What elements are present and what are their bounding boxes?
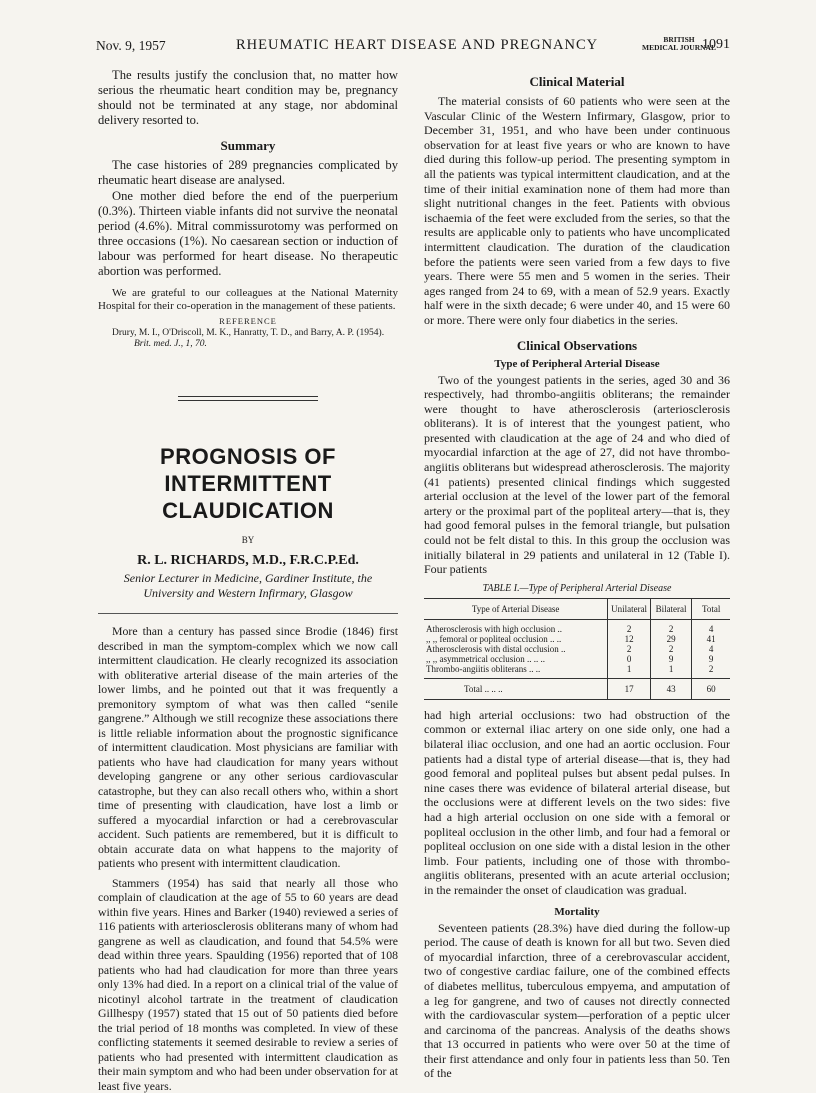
table-row — [424, 634, 730, 644]
summary-paragraph: The case histories of 289 pregnancies complicated by rheumatic heart disease are analysed. — [98, 158, 398, 188]
cell-type: Atherosclerosis with high occlusion .. — [426, 623, 562, 634]
type-subheading: Type of Peripheral Arterial Disease — [494, 357, 660, 370]
type-text: Two of the youngest patients in the series, aged 30 and 36 respectively, had thrombo-angiitis obliterans; the remainder were thought to have atherosclerosis (arteriosclerosis obliterans). It is of interest that the youngest patient, who presented with claudication at the age of 24 and who died of myocardial infarction at the age of 27, did not have thrombo-angiitis obliterans but widespread atherosclerosis. The majority (41 patients) presented clinical findings which suggested arterial occlusion at the level of the lower part of the femoral artery or the proximal part of the popliteal artery—that is, they had good femoral pulses in the femoral triangle, but pulsation could not be felt distal to this. In this group the occlusion was initially bilateral in 29 patients and unilateral in 12 (Table I). Four patients — [424, 372, 730, 577]
author-name: R. L. RICHARDS, M.D., F.R.C.P.Ed. — [137, 553, 359, 569]
page-header — [96, 36, 732, 62]
clinical-material-text: The material consists of 60 patients who were seen at the Vascular Clinic of the Western Infirmary, Glasgow, prior to December 31, 1951, and who have been under continuous observation for at least five years or who are known to have died during this follow-up period. The presenting symptom in all the patients was typical intermittent claudication, and at the time of their initial examination none of them had more than slight nutritional changes in the feet. Patients with obvious ischaemia of the feet were excluded from the series, so that the results are applicable only to patients who have uncomplicated intermittent claudication. The duration of the claudication before the patients were seen varied from a few days to five years. There were 55 men and 5 women in the series. Their ages ranged from 24 to 69, with a mean of 52.9 years. Exactly half were in the sixth decade; 6 were under 40, and 15 were 60 or more. There were only four diabetics in the series. — [424, 94, 730, 327]
journal-name-line2: MEDICAL JOURNAL — [642, 43, 716, 52]
column-header: Type of Arterial Disease — [424, 598, 608, 619]
cell-unilateral: 2 — [608, 644, 651, 654]
table-row — [424, 664, 730, 679]
page-number: 1091 — [702, 37, 730, 52]
section-rule — [178, 396, 318, 401]
cell-bilateral: 9 — [650, 654, 691, 664]
column-header: Bilateral — [650, 598, 691, 619]
cell-unilateral: 0 — [608, 654, 651, 664]
reference-entry — [98, 328, 398, 350]
cell-bilateral: 29 — [650, 634, 691, 644]
acknowledgement: We are grateful to our colleagues at the National Maternity Hospital for their co-operation in the management of these patients. — [98, 287, 398, 313]
cell-unilateral: 12 — [608, 634, 651, 644]
author-affiliation — [98, 571, 398, 601]
byline-separator — [98, 613, 398, 614]
byline-by: BY — [241, 535, 255, 546]
cell-bilateral: 43 — [650, 678, 691, 699]
cell-type: Total .. .. .. — [424, 678, 608, 699]
reference-authors: Drury, M. I., O'Driscoll, M. K., Hanratty, T. D., and Barry, A. P. (1954). — [112, 328, 385, 339]
clinical-observations-heading: Clinical Observations — [516, 337, 638, 353]
cell-bilateral: 1 — [650, 664, 691, 679]
cell-total: 4 — [692, 644, 730, 654]
table-row — [424, 654, 730, 664]
article-title-line2: CLAUDICATION — [162, 498, 334, 524]
after-table-text: had high arterial occlusions: two had obstruction of the common or external iliac artery on one side only, one had a bilateral iliac occlusion, and one had an aortic occlusion. Four patients had a distal type of arterial disease—that is, they had good femoral and popliteal pulses but absent pedal pulses. In nine cases there was evidence of bilateral arterial disease, but the occlusions were at different levels on the two sides: five had a high arterial occlusion on one side with a femoral or popliteal occlusion in the other limb, and four had a femoral or popliteal occlusion on one side with a distal lesion in the other limb. Four patients, including one of those with thrombo-angiitis obliterans, presented with an acute arterial occlusion; in the remainder the onset of claudication was gradual. — [424, 707, 730, 897]
table-row — [424, 619, 730, 634]
affiliation-line2: University and Western Infirmary, Glasgow — [143, 586, 353, 601]
cell-total: 41 — [692, 634, 730, 644]
cell-unilateral: 1 — [608, 664, 651, 679]
cell-type: Thrombo-angiitis obliterans .. .. — [426, 663, 541, 674]
summary-heading: Summary — [220, 138, 276, 154]
table-row — [424, 644, 730, 654]
table-header-row — [424, 598, 730, 619]
cell-unilateral: 17 — [608, 678, 651, 699]
table-total-row — [424, 678, 730, 699]
running-title: RHEUMATIC HEART DISEASE AND PREGNANCY — [236, 37, 599, 53]
clinical-material-heading: Clinical Material — [529, 74, 625, 89]
cell-bilateral: 2 — [650, 619, 691, 634]
article-paragraph: Stammers (1954) has said that nearly all those who complain of claudication at the age of 55 to 60 years are dead within five years. Hines and Barker (1940) reviewed a series of 116 patients with arteriosclerosis obliterans many of whom had gangrene as well as claudication, and found that 54.5% were dead within three years. Spaulding (1956) reported that of 108 patients who had had claudication for more than three years only 13% had died. In a report on a clinical trial of the value of nicotinyl alcohol tartrate in the treatment of claudication Gillhespy (1957) stated that 15 out of 50 patients died before the trial period of 18 months was completed. In view of these conflicting statements it seemed desirable to review a series of patients who had presented with intermittent claudication as their main symptom and who had been under observation for at least five years. — [98, 875, 398, 1093]
column-header: Total — [692, 598, 730, 619]
summary-paragraph: One mother died before the end of the puerperium (0.3%). Thirteen viable infants did not survive the neonatal period (4.6%). Mitral commissurotomy was performed on three occasions (1%). No caesarean section or induction of labour was performed for heart disease. No therapeutic abortion was performed. — [98, 188, 398, 279]
cell-total: 60 — [692, 678, 730, 699]
right-column — [424, 68, 730, 1081]
mortality-text: Seventeen patients (28.3%) have died during the follow-up period. The cause of death is known for all but two. Seven died of myocardial infarction, three of a cerebrovascular accident, two of congestive cardiac failure, one of the combined effects of diabetes mellitus, tuberculous empyema, and amputation of a leg for gangrene, and two of causes not directly connected with the cardiovascular system—perforation of a peptic ulcer and carcinoma of the pancreas. Analysis of the deaths shows that 13 occurred in patients who were over 50 at the time of their first attendance and only four in patients less than 50. Ten of the — [424, 920, 730, 1081]
reference-source: Brit. med. J., 1, 70. — [134, 339, 207, 350]
affiliation-line1: Senior Lecturer in Medicine, Gardiner Institute, the — [123, 571, 373, 586]
intro-paragraph: The results justify the conclusion that, no matter how serious the rheumatic heart condition may be, pregnancy should not be terminated at any stage, nor abdominal delivery resorted to. — [98, 68, 398, 128]
left-column — [98, 68, 398, 1093]
arterial-disease-table — [424, 598, 730, 700]
article-paragraph: More than a century has passed since Brodie (1846) first described in man the symptom-complex which we now call intermittent claudication. He clearly recognized its association with obliterative arterial disease of the main arteries of the lower limbs, and he pointed out that it was frequently a premonitory symptom of what was then called “senile gangrene.” Although we still recognize these associations there is little reliable information about the prognostic significance of intermittent claudication. Most physicians are familiar with patients who have had claudication for many years without developing gangrene or any other serious cardiovascular catastrophe, but they can also recall others who, within a short time of presenting with claudication, have lost a limb or suffered a myocardial infarction or had a cerebrovascular accident. Such patients are remembered, but it is difficult to obtain accurate data on what happens to the majority of patients who present with intermittent claudication. — [98, 624, 398, 871]
mortality-subheading: Mortality — [554, 905, 600, 918]
cell-total: 2 — [692, 664, 730, 679]
cell-total: 4 — [692, 619, 730, 634]
cell-type: ,, ,, asymmetrical occlusion .. .. .. — [426, 653, 545, 664]
cell-unilateral: 2 — [608, 619, 651, 634]
article-title-line1: PROGNOSIS OF INTERMITTENT — [160, 444, 336, 497]
reference-heading: REFERENCE — [219, 316, 277, 327]
cell-type: ,, ,, femoral or popliteal occlusion .. .. — [426, 633, 562, 644]
cell-bilateral: 2 — [650, 644, 691, 654]
article-title — [98, 443, 398, 524]
column-header: Unilateral — [608, 598, 651, 619]
journal-name-line1: BRITISH — [663, 35, 695, 44]
cell-type: Atherosclerosis with distal occlusion .. — [426, 643, 566, 654]
issue-date: Nov. 9, 1957 — [96, 38, 166, 53]
table-caption: TABLE I.—Type of Peripheral Arterial Disease — [482, 582, 672, 594]
cell-total: 9 — [692, 654, 730, 664]
